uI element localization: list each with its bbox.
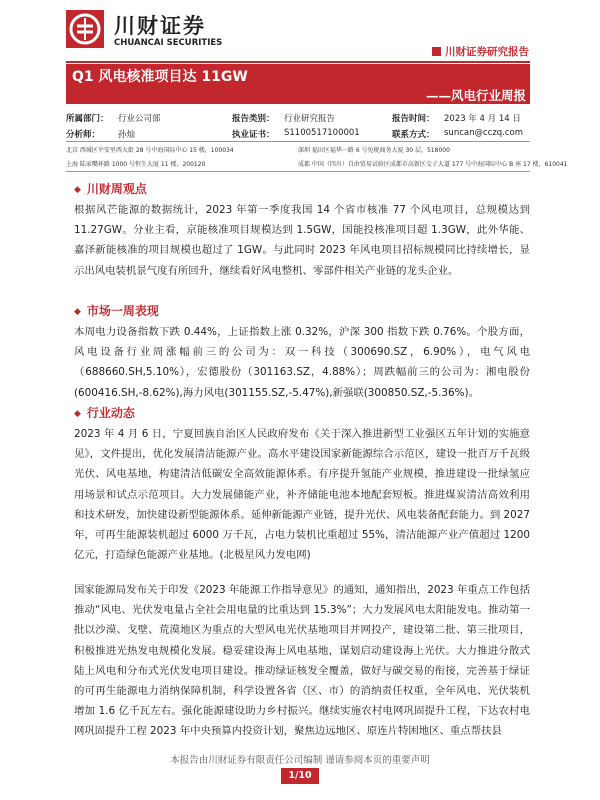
- section-body-viewpoint: 根据风芒能源的数据统计，2023 年第一季度我国 14 个省市核准 77 个风电项目，总规模达到 11.27GW。分业主看，京能核准项目规模达到 1.5GW，国能投核准项目超 1.3GW，此外华能、嘉泽新能核准的项目规模也超过了 1GW。与此同时 2023 年风电项目招标规模同比持续增长，显示出风电装机景气度有所回升，继续看好风电整机、零部件相关产业链的龙头企业。: [74, 204, 530, 277]
- contact-email[interactable]: suncan@cczq.com: [444, 128, 524, 138]
- footer-disclaimer: 本报告由川财证券有限责任公司编制 谨请参阅本页的重要声明: [170, 755, 430, 766]
- section-body-industry-2: 国家能源局发布关于印发《2023 年能源工作指导意见》的通知，通知指出，2023 年重点工作包括推动“风电、光伏发电量占全社会用电量的比重达到 15.3%”；大力发展风电太阳能发电。推动第一批以沙漠、戈壁、荒漠地区为重点的大型风电光伏基地项目并网投产，建设第二批、第三批项目，积极推进光热发电规模化发展。稳妥建设海上风电基地，谋划启动建设海上光伏。大力推进分散式陆上风电和分布式光伏发电项目建设。推动绿证核发全覆盖，做好与碳交易的衔接，完善基于绿证的可再生能源电力消纳保障机制，科学设置各省（区、市）的消纳责任权重，全年风电、光伏装机增加 1.6 亿千瓦左右。强化能源建设助力乡村振兴。继续实施农村电网巩固提升工程，下达农村电网巩固提升工程 2023 年中央预算内投资计划，聚焦边远地区、原连片特困地区、重点帮扶县: [74, 584, 530, 738]
- info-divider: [66, 141, 530, 142]
- header-divider: [66, 61, 530, 63]
- brand-name-en: CHUANCAI SECURITIES: [114, 38, 223, 48]
- square-icon: [432, 47, 441, 56]
- section-heading-market: ◆ 市场一周表现: [74, 304, 159, 318]
- page-number: 1/10: [281, 768, 319, 784]
- section-body-market: 本周电力设备指数下跌 0.44%，上证指数上涨 0.32%，沪深 300 指数下跌 0.76%。个股方面，风电设备行业周涨幅前三的公司为：双一科技（300690.SZ，6.90%），电气风电（688660.SH,5.10%），宏德股份（301163.SZ，4.88%）；周跌幅前三的公司为：湘电股份(600416.SH,-8.62%),海力风电(301155.SZ,-5.47%),新强联(300850.SZ,-5.36%)。: [74, 326, 530, 399]
- section-heading-industry: ◆ 行业动态: [74, 406, 135, 420]
- address-divider: [66, 171, 530, 172]
- diamond-icon: ◆: [74, 409, 81, 419]
- report-title: Q1 风电核准项目达 11GW: [72, 69, 248, 85]
- brand-name: 川财证券: [114, 14, 206, 38]
- section-body-industry-1: 2023 年 4 月 6 日，宁夏回族自治区人民政府发布《关于深入推进新型工业强区五年计划的实施意见》，文件提出，优化发展清洁能源产业。高水平建设国家新能源综合示范区，建设一批百万千瓦级光伏、风电基地，构建清洁低碳安全高效能源体系。有序提升氢能产业规模，推进建设一批绿氢应用场景和试点示范项目。大力发展储能产业，补齐储能电池本地配套短板。推进煤炭清洁高效利用和技术研发，加快建设新型能源体系。延伸新能源产业链，提升光伏、风电装备配套能力。到 2027 年，可再生能源装机超过 6000 万千瓦，占电力装机比重超过 55%，清洁能源产业产值超过 1200 亿元，打造绿色能源产业基地。(北极星风力发电网): [74, 428, 530, 562]
- report-subtitle: ——风电行业周报: [425, 88, 526, 103]
- company-logo: [66, 10, 104, 48]
- diamond-icon: ◆: [74, 185, 81, 195]
- section-heading-viewpoint: ◆ 川财周观点: [74, 182, 147, 196]
- report-tag: 川财证券研究报告: [432, 44, 529, 59]
- diamond-icon: ◆: [74, 307, 81, 317]
